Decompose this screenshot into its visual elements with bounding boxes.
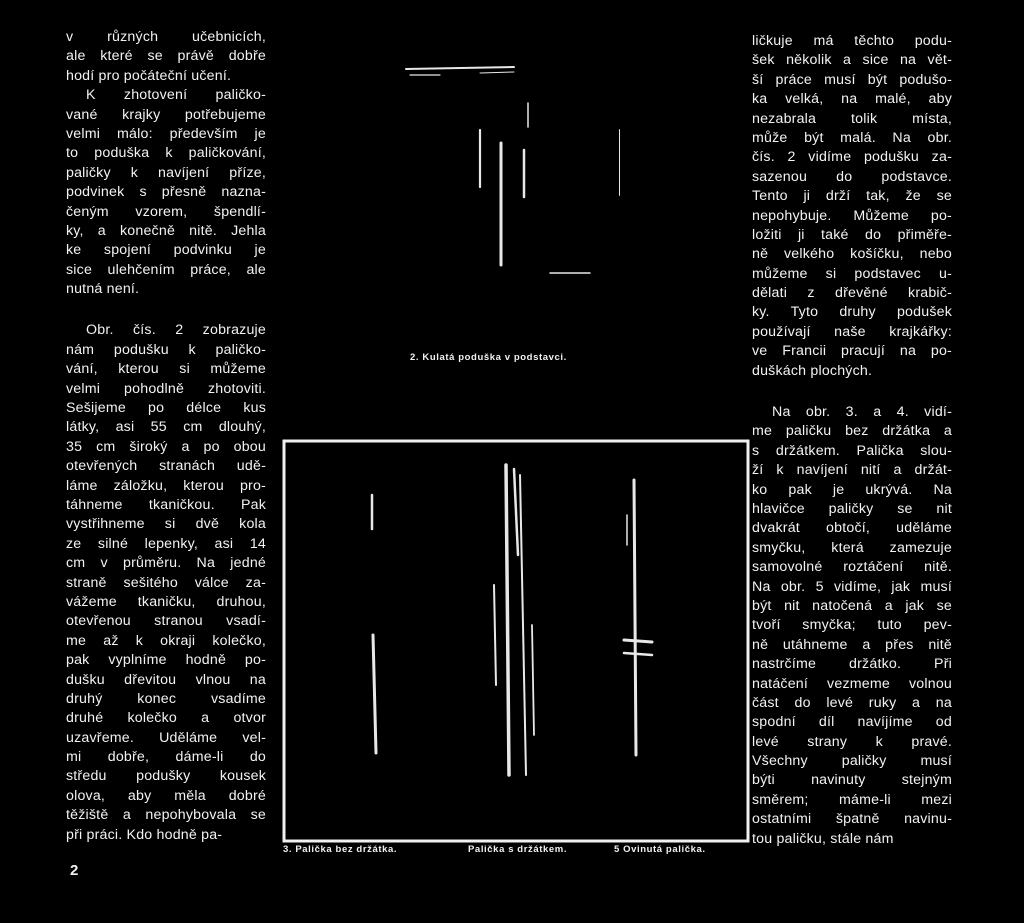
text-line: ně velkého košíčku, nebo [752,246,952,263]
figure-5-caption: 5 Ovinutá palička. [614,844,706,855]
text-line: ale které se právě dobře [66,48,266,65]
text-line: vážeme tkaničku, druhou, [66,593,266,610]
text-line: podvinek s přesně nazna- [66,184,266,201]
text-line: láme záložku, kterou pro- [66,477,266,494]
text-line: 35 cm široký a po obou [66,438,266,455]
text-line: otevřenou stranou vsadí- [66,613,266,630]
text-line: me paličku bez držátka a [752,423,952,440]
text-line: me až k okraji kolečko, [66,632,266,649]
text-line: čís. 2 vidíme podušku za- [752,149,952,166]
text-line: druhý konec vsadíme [66,690,266,707]
text-line: ličkuje má těchto podu- [752,33,952,49]
text-line: nastrčíme držátko. Při [752,656,952,673]
text-line: smyčku, která zamezuje [752,539,952,556]
text-line: Na obr. 5 vidíme, jak musí [752,578,952,595]
text-line: duškách plochých. [752,362,873,379]
text-line: býti navinuty stejným [752,772,952,789]
text-line: používají naše krajkářky: [752,323,952,340]
figure-3-caption: 3. Palička bez držátka. [283,844,398,855]
text-line: středu podušky kousek [66,768,266,785]
text-line: můžeme si podstavec u- [752,265,952,282]
figure-4-caption: Palička s držátkem. [468,844,568,855]
text-line: nutná není. [66,281,140,298]
text-line: látky, asi 55 cm dlouhý, [66,419,266,436]
text-line: Na obr. 3. a 4. vidí- [772,404,952,421]
paragraph-gap [66,299,266,321]
wound-bobbin-icon [634,480,636,755]
text-line: vystřihneme si dvě kola [66,516,266,533]
right-text-column [752,32,952,849]
text-line: velmi málo: především je [66,125,266,142]
text-line: při práci. Kdo hodně pa- [66,826,223,843]
text-line: paličky k navíjení příze, [66,164,266,181]
text-line: táhneme tkaničkou. Pak [66,496,266,513]
text-line: ve Francii pracují na po- [752,343,952,360]
text-line: nám podušku k paličko- [66,341,266,358]
text-line: spodní díl navíjíme od [752,714,952,731]
text-line: hlavičce paličky se nit [752,500,952,517]
text-line: nezabrala tolik místa, [752,110,952,127]
page-number: 2 [70,862,79,879]
text-line: čeným vzorem, špendlí- [66,203,266,220]
text-line: může být malá. Na obr. [752,129,952,146]
text-line: hodí pro počáteční učení. [66,67,232,84]
text-line: natáčení vezmeme volnou [752,675,952,692]
text-line: pak vyplníme hodně po- [66,652,266,669]
text-line: dělati z dřevěné krabič- [752,285,952,302]
text-line: Obr. čís. 2 zobrazuje [86,322,266,339]
text-line: levé strany k pravé. [752,733,952,750]
text-line: vané krajky potřebujeme [66,106,266,123]
figure-2-caption: 2. Kulatá poduška v podstavci. [410,352,567,363]
text-line: samovolné roztáčení nitě. [752,559,952,576]
text-line: ke spojení podvinku je [66,242,266,259]
text-line: velmi pohodlně zhotoviti. [66,380,266,397]
text-line: ze silné lepenky, asi 14 [66,535,266,552]
text-line: druhé kolečko a otvor [66,710,266,727]
text-line: ložiti ji také do přiměře- [752,226,952,243]
paragraph-gap [752,381,952,403]
figures-3-5-frame [280,435,752,845]
text-line: šek několik a sice na vět- [752,52,952,69]
text-line: ky, a konečně nitě. Jehla [66,222,266,239]
text-line: Tento ji drží tak, že se [752,188,952,205]
text-line: nepohybuje. Můžeme po- [752,207,952,224]
text-line: ší práce musí být podušo- [752,71,952,88]
left-text-column [66,28,266,845]
text-line: olova, aby měla dobré [66,787,266,804]
text-line: ostatními špatně navinu- [752,811,952,828]
text-line: tvoří smyčka; tuto pev- [752,617,952,634]
text-line: tou paličku, stále nám [752,830,894,847]
text-line: ko pak je ukrývá. Na [752,481,952,498]
text-line: dvakrát obtočí, uděláme [752,520,952,537]
text-line: ně utáhneme a přes nitě [752,636,952,653]
text-line: ka velká, na malé, aby [752,91,952,108]
text-line: ky. Tyto druhy podušek [752,304,952,321]
text-line: otevřených stranách udě- [66,458,266,475]
text-line: těžiště a nepohybovala se [66,807,266,824]
text-line: dušku dřevitou vlnou na [66,671,266,688]
text-line: to poduška k paličkování, [66,145,266,162]
figure-2-pillow-illustration [400,55,620,285]
text-line: mi dobře, dáme-li do [66,749,266,766]
bobbin-with-handle-icon [506,465,509,775]
text-line: straně sešitého válce za- [66,574,266,591]
text-line: ží k navíjení nití a držát- [752,462,952,479]
text-line: Všechny paličky musí [752,753,952,770]
text-line: uzavřeme. Uděláme vel- [66,729,266,746]
text-line: K zhotovení paličko- [86,87,266,104]
text-line: s držátkem. Palička slou- [752,442,952,459]
text-line: část do levé ruky a na [752,694,952,711]
text-line: vání, kterou si můžeme [66,361,266,378]
text-line: Sešijeme po délce kus [66,400,266,417]
text-line: směrem; máme-li mezi [752,791,952,808]
text-line: být nit natočená a jak se [752,597,952,614]
text-line: sazenou do podstavce. [752,168,952,185]
text-line: sice ulehčením práce, ale [66,261,266,278]
text-line: cm v průměru. Na jedné [66,555,266,572]
text-line: v různých učebnicích, [66,29,266,45]
